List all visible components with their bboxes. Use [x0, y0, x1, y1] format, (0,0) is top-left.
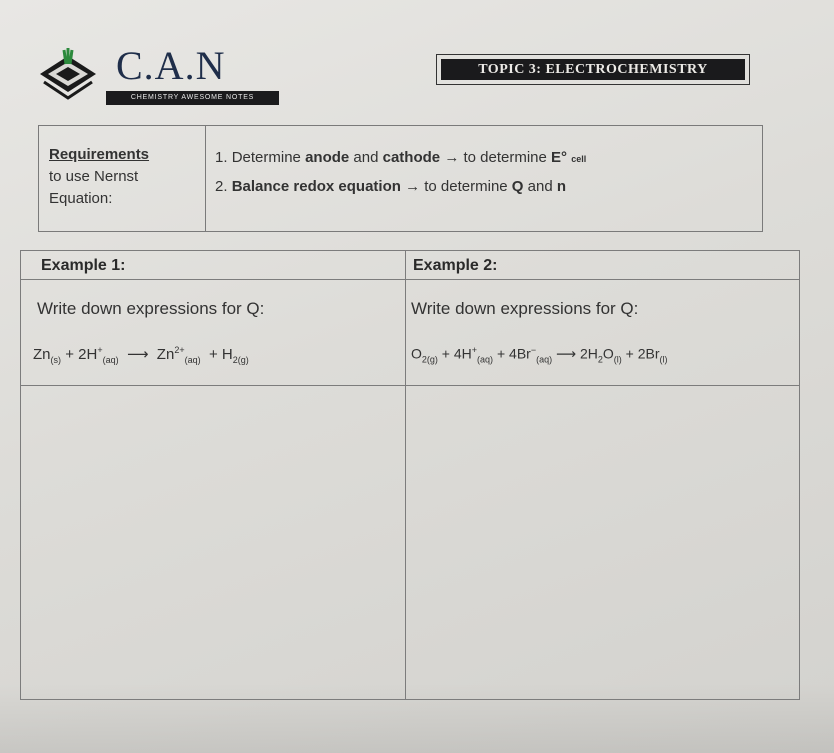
logo-tagline: CHEMISTRY AWESOME NOTES [106, 91, 279, 105]
can-logo-icon [34, 48, 102, 100]
example-2-title: Example 2: [413, 257, 498, 274]
requirements-list [215, 144, 586, 201]
logo-title: C.A.N [116, 43, 226, 88]
requirements-label-line2: Equation: [49, 190, 113, 207]
requirement-item-1: 1. Determine anode and cathode → to determine E° cell [215, 149, 587, 166]
example-1-equation: $Zn_{(s)} + 2H^+_{(aq)}$ ⟶ $Zn^{2+}_{(aq)} + H_{2(g)}$ [33, 345, 249, 365]
example-2-answer-area [406, 386, 799, 699]
example-2-prompt: Write down expressions for Q: [411, 299, 639, 318]
requirements-box [38, 125, 763, 232]
example-1-answer-area [21, 386, 405, 699]
requirements-divider [205, 126, 206, 231]
example-2-equation: $O_{2(g)} + 4H^+_{(aq)} + 4Br^-_{(aq)}$ ⟶ $2H_2O_{(l)} + 2Br_{(l)}$ [411, 345, 668, 365]
reaction-arrow-icon: ⟶ [556, 345, 577, 362]
example-1-title: Example 1: [41, 257, 126, 274]
reaction-arrow-icon: ⟶ [126, 346, 149, 363]
examples-header-divider [21, 279, 799, 280]
topic-title: TOPIC 3: ELECTROCHEMISTRY [441, 59, 745, 80]
requirements-label-line1: to use Nernst [49, 168, 139, 185]
requirements-heading: Requirements [49, 146, 150, 163]
requirement-item-2: 2. Balance redox equation → to determine Q and n [215, 178, 567, 195]
requirements-label [49, 144, 149, 210]
example-1-prompt: Write down expressions for Q: [37, 299, 265, 318]
topic-box [436, 54, 750, 85]
examples-table [20, 250, 800, 700]
